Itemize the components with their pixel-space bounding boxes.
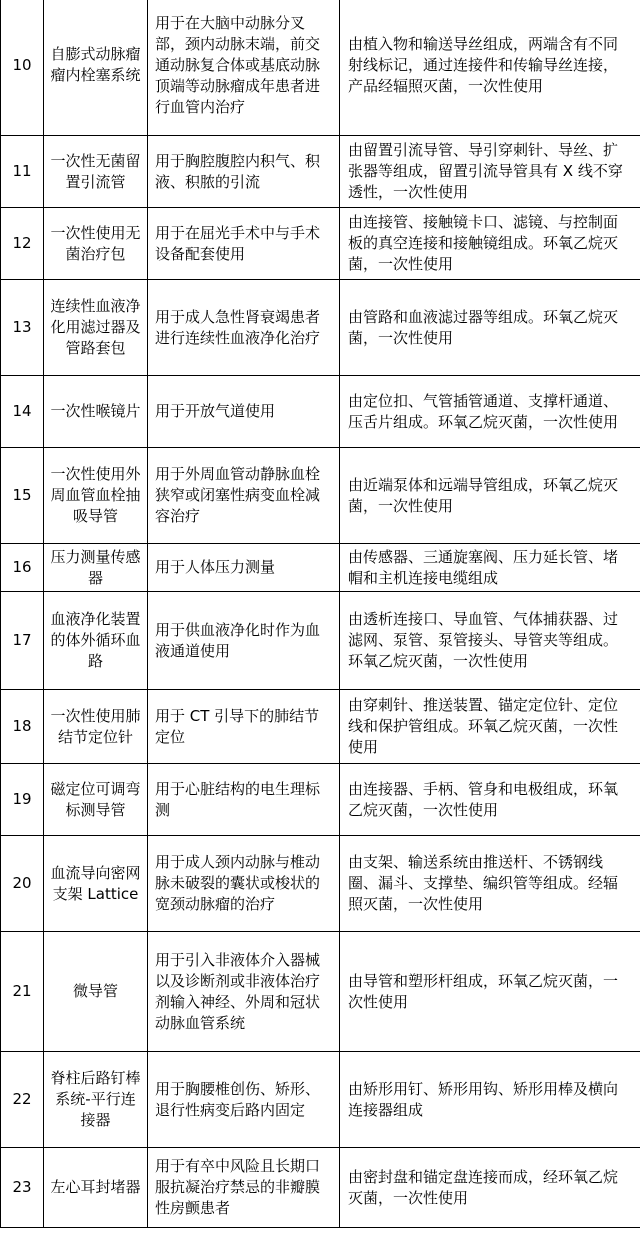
table-row xyxy=(1,280,640,376)
row-number: 19 xyxy=(1,764,44,836)
row-number: 23 xyxy=(1,1148,44,1228)
table-row xyxy=(1,764,640,836)
product-name: 左心耳封堵器 xyxy=(44,1148,148,1228)
table-row xyxy=(1,208,640,280)
intended-use: 用于开放气道使用 xyxy=(148,376,340,448)
product-name: 连续性血液净化用滤过器及管路套包 xyxy=(44,280,148,376)
composition: 由透析连接口、导血管、气体捕获器、过滤网、泵管、泵管接头、导管夹等组成。环氧乙烷灭菌，一次性使用 xyxy=(340,592,640,690)
row-number: 12 xyxy=(1,208,44,280)
table-row xyxy=(1,932,640,1052)
row-number: 16 xyxy=(1,544,44,592)
row-number: 15 xyxy=(1,448,44,544)
intended-use: 用于成人急性肾衰竭患者进行连续性血液净化治疗 xyxy=(148,280,340,376)
intended-use: 用于引入非液体介入器械以及诊断剂或非液体治疗剂输入神经、外周和冠状动脉血管系统 xyxy=(148,932,340,1052)
composition: 由定位扣、气管插管通道、支撑杆通道、压舌片组成。环氧乙烷灭菌，一次性使用 xyxy=(340,376,640,448)
intended-use: 用于有卒中风险且长期口服抗凝治疗禁忌的非瓣膜性房颤患者 xyxy=(148,1148,340,1228)
composition: 由植入物和输送导丝组成，两端含有不同射线标记，通过连接件和传输导丝连接，产品经辐照灭菌，一次性使用 xyxy=(340,0,640,136)
table-row xyxy=(1,592,640,690)
composition: 由连接管、接触镜卡口、滤镜、与控制面板的真空连接和接触镜组成。环氧乙烷灭菌，一次性使用 xyxy=(340,208,640,280)
composition: 由连接器、手柄、管身和电极组成，环氧乙烷灭菌，一次性使用 xyxy=(340,764,640,836)
intended-use: 用于 CT 引导下的肺结节定位 xyxy=(148,690,340,764)
table-row xyxy=(1,544,640,592)
table-row xyxy=(1,136,640,208)
table-row xyxy=(1,836,640,932)
product-name: 压力测量传感器 xyxy=(44,544,148,592)
table-row xyxy=(1,1148,640,1228)
product-name: 微导管 xyxy=(44,932,148,1052)
composition: 由矫形用钉、矫形用钩、矫形用棒及横向连接器组成 xyxy=(340,1052,640,1148)
product-name: 磁定位可调弯标测导管 xyxy=(44,764,148,836)
product-name: 一次性使用无菌治疗包 xyxy=(44,208,148,280)
composition: 由近端泵体和远端导管组成，环氧乙烷灭菌，一次性使用 xyxy=(340,448,640,544)
row-number: 10 xyxy=(1,0,44,136)
product-name: 一次性使用外周血管血栓抽吸导管 xyxy=(44,448,148,544)
composition: 由穿刺针、推送装置、锚定定位针、定位线和保护管组成。环氧乙烷灭菌，一次性使用 xyxy=(340,690,640,764)
intended-use: 用于人体压力测量 xyxy=(148,544,340,592)
intended-use: 用于在屈光手术中与手术设备配套使用 xyxy=(148,208,340,280)
composition: 由导管和塑形杆组成，环氧乙烷灭菌，一次性使用 xyxy=(340,932,640,1052)
composition: 由传感器、三通旋塞阀、压力延长管、堵帽和主机连接电缆组成 xyxy=(340,544,640,592)
intended-use: 用于成人颈内动脉与椎动脉未破裂的囊状或梭状的宽颈动脉瘤的治疗 xyxy=(148,836,340,932)
intended-use: 用于胸腰椎创伤、矫形、退行性病变后路内固定 xyxy=(148,1052,340,1148)
intended-use: 用于心脏结构的电生理标测 xyxy=(148,764,340,836)
intended-use: 用于胸腔腹腔内积气、积液、积脓的引流 xyxy=(148,136,340,208)
composition: 由管路和血液滤过器等组成。环氧乙烷灭菌，一次性使用 xyxy=(340,280,640,376)
row-number: 22 xyxy=(1,1052,44,1148)
table-row xyxy=(1,376,640,448)
table-row xyxy=(1,1052,640,1148)
intended-use: 用于供血液净化时作为血液通道使用 xyxy=(148,592,340,690)
composition: 由支架、输送系统由推送杆、不锈钢线圈、漏斗、支撑垫、编织管等组成。经辐照灭菌，一次性使用 xyxy=(340,836,640,932)
row-number: 13 xyxy=(1,280,44,376)
row-number: 21 xyxy=(1,932,44,1052)
table-row xyxy=(1,448,640,544)
row-number: 20 xyxy=(1,836,44,932)
product-name: 一次性使用肺结节定位针 xyxy=(44,690,148,764)
product-name: 一次性喉镜片 xyxy=(44,376,148,448)
row-number: 18 xyxy=(1,690,44,764)
row-number: 14 xyxy=(1,376,44,448)
intended-use: 用于在大脑中动脉分叉部，颈内动脉末端，前交通动脉复合体或基底动脉顶端等动脉瘤成年患者进行血管内治疗 xyxy=(148,0,340,136)
composition: 由密封盘和锚定盘连接而成，经环氧乙烷灭菌，一次性使用 xyxy=(340,1148,640,1228)
composition: 由留置引流导管、导引穿刺针、导丝、扩张器等组成，留置引流导管具有 X 线不穿透性，一次性使用 xyxy=(340,136,640,208)
table-row xyxy=(1,690,640,764)
product-name: 血流导向密网支架 Lattice xyxy=(44,836,148,932)
table-row xyxy=(1,0,640,136)
product-name: 自膨式动脉瘤瘤内栓塞系统 xyxy=(44,0,148,136)
intended-use: 用于外周血管动静脉血栓狭窄或闭塞性病变血栓减容治疗 xyxy=(148,448,340,544)
product-name: 血液净化装置的体外循环血路 xyxy=(44,592,148,690)
row-number: 17 xyxy=(1,592,44,690)
row-number: 11 xyxy=(1,136,44,208)
product-name: 一次性无菌留置引流管 xyxy=(44,136,148,208)
product-name: 脊柱后路钉棒系统-平行连接器 xyxy=(44,1052,148,1148)
